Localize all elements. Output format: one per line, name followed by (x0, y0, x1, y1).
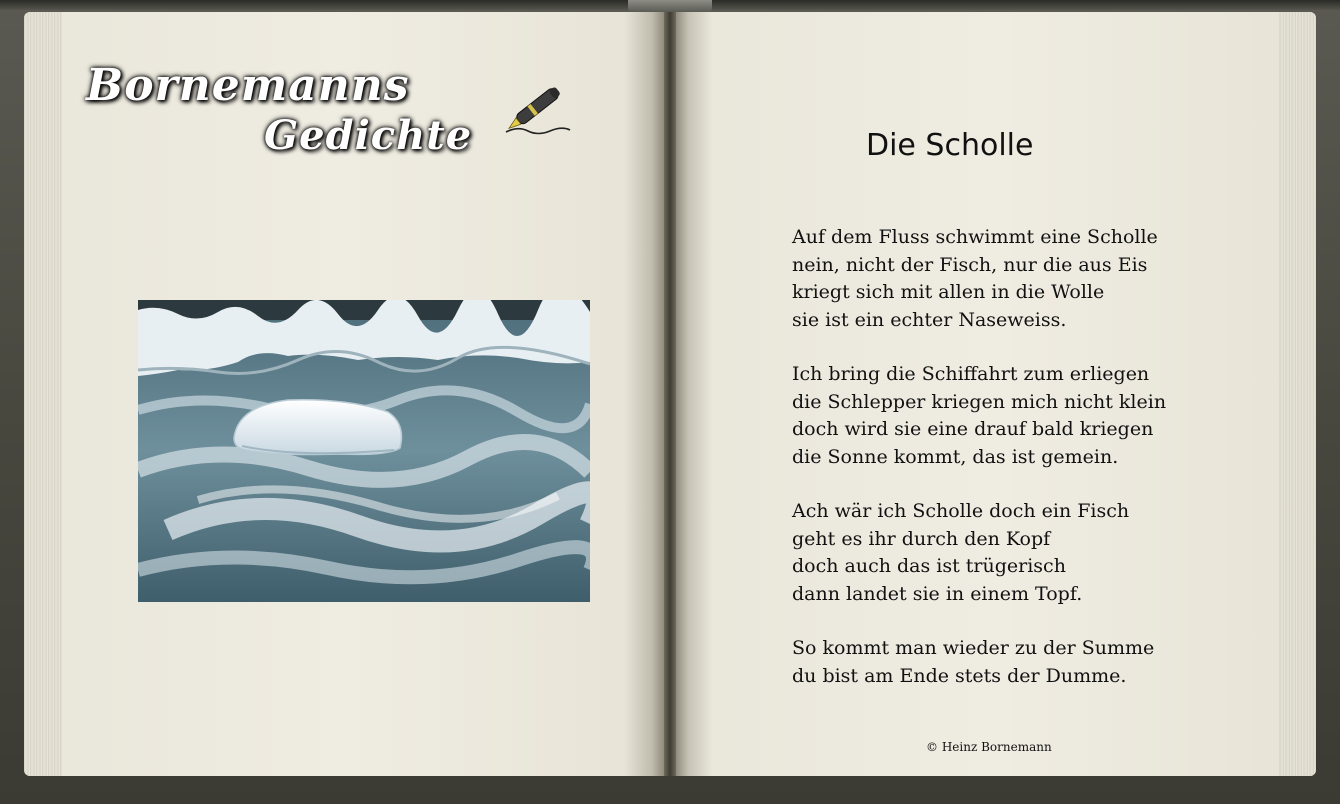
poem-line: sie ist ein echter Naseweiss. (792, 308, 1067, 331)
poem-title: Die Scholle (866, 128, 1034, 163)
copyright-notice: © Heinz Bornemann (926, 740, 1052, 754)
poem-line: Auf dem Fluss schwimmt eine Scholle (792, 226, 1158, 248)
poem-line: doch auch das ist trügerisch (792, 555, 1066, 577)
poem-line: kriegt sich mit allen in die Wolle (792, 281, 1105, 303)
poem-stanza-4 (792, 635, 1232, 690)
poem-line: die Sonne kommt, das ist gemein. (792, 445, 1119, 468)
poem-line: du bist am Ende stets der Dumme. (792, 664, 1127, 687)
fountain-pen-icon (500, 74, 576, 140)
poem-stanza-3 (792, 498, 1232, 608)
book-clasp (628, 0, 712, 12)
poem-line: Ach wär ich Scholle doch ein Fisch (792, 500, 1130, 522)
poem-line: geht es ihr durch den Kopf (792, 527, 1051, 550)
ice-floe-river-photo (138, 300, 590, 602)
logo-line-2: Gedichte (264, 112, 473, 159)
logo-line-1: Bornemanns (86, 60, 410, 111)
poem-line: doch wird sie eine drauf bald kriegen (792, 418, 1154, 440)
poem-line: dann landet sie in einem Topf. (792, 582, 1083, 605)
poem-body (792, 224, 1232, 717)
poem-line: die Schlepper kriegen mich nicht klein (792, 390, 1167, 413)
poem-line: Ich bring die Schiffahrt zum erliegen (792, 363, 1150, 385)
poem-line: So kommt man wieder zu der Summe (792, 637, 1155, 659)
poem-stanza-1 (792, 224, 1232, 334)
poem-stanza-2 (792, 361, 1232, 471)
poem-line: nein, nicht der Fisch, nur die aus Eis (792, 253, 1148, 276)
book-spine (664, 12, 676, 776)
